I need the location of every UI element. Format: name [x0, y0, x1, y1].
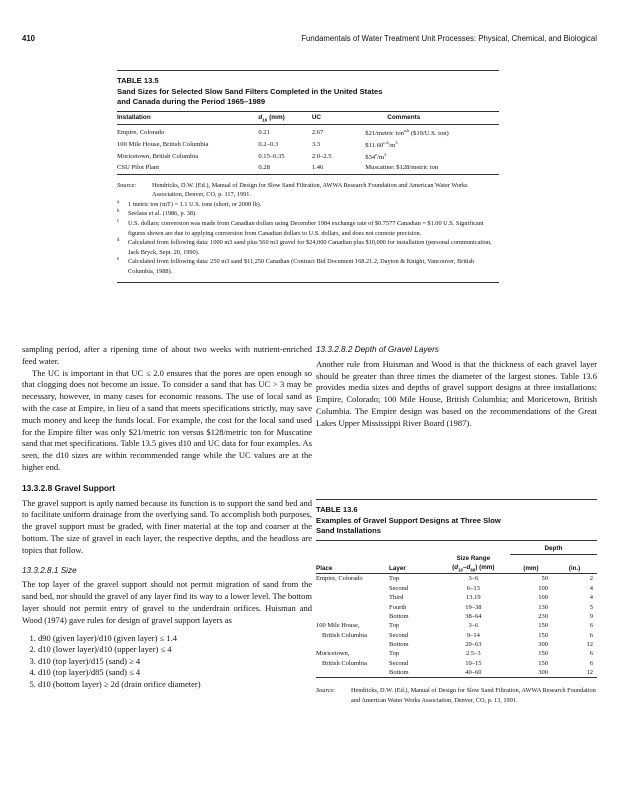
table-header-row	[316, 563, 597, 574]
list-item: 4. d10 (top layer)/d85 (sand) ≤ 4	[38, 667, 312, 679]
cell-depth-mm: 100	[538, 594, 548, 602]
left-column	[22, 344, 312, 691]
col-header-comments: Comments	[387, 114, 421, 122]
cell-place: Empire, Colorado	[316, 575, 363, 583]
cell-uc: 3.3	[311, 140, 321, 148]
table-row	[117, 162, 499, 173]
right-column	[316, 344, 597, 430]
cell-layer: Fourth	[389, 603, 407, 611]
cell-comments: $\$34e/m^3$	[365, 151, 387, 161]
cell-place	[316, 668, 389, 677]
table-row	[316, 659, 597, 668]
cell-size-range: 19–38	[465, 603, 482, 611]
table-13-6-grid	[316, 541, 597, 678]
cell-size-range: 20–63	[465, 641, 482, 649]
cell-comments: $\$11.60^{c,d}/m^3$	[365, 139, 398, 149]
cell-layer: Bottom	[389, 641, 409, 649]
cell-layer: Bottom	[389, 669, 409, 677]
paragraph: The gravel support is aptly named because its function is to support the sand bed and to facilitate uniform drainage from the overlying sand. To accomplish both purposes, the gravel support must be graded, with finer material at the top and coarser at the bottom. The size of gravel in each layer, the respective depths, and the headloss are topics that follow.	[22, 497, 312, 555]
paragraph: Another rule from Huisman and Wood is that the thickness of each gravel layer should be greater than three times the diameter of the largest stones. Table 13.6 provides media sizes and depths of gravel support designs at three installations: Empire, Colorado; 100 Mile House, British Columbia; and Moricetown, British Columbia. The Empire design was based on the recommendations of the Great Lakes Upper Mississippi River Board (1987).	[316, 358, 597, 428]
col-header-layer: Layer	[389, 565, 406, 573]
cell-size-range: 40–60	[465, 669, 482, 677]
cell-depth-mm: 300	[538, 669, 548, 677]
table-title: Sand Sizes for Selected Slow Sand Filters Completed in the United States and Canada during the Period 1965–1989	[117, 86, 383, 106]
cell-depth-mm: 150	[538, 650, 548, 658]
cell-place: British Columbia	[322, 659, 367, 667]
table-row	[316, 612, 597, 621]
cell-depth-mm: 230	[538, 612, 548, 620]
cell-depth-in: 2	[589, 575, 593, 583]
cell-depth-in: 4	[589, 594, 593, 602]
col-header-place: Place	[316, 565, 333, 573]
cell-layer: Third	[389, 594, 404, 602]
cell-size-range: 2.5–3	[466, 650, 481, 658]
table-row	[316, 602, 597, 611]
cell-depth-in: 12	[586, 641, 593, 649]
footnote-b: b Seelaus et al. (1986, p. 38).	[117, 209, 197, 218]
cell-uc: 1.46	[311, 163, 324, 171]
cell-depth-mm: 300	[538, 641, 548, 649]
cell-d10: 0.28	[258, 163, 270, 171]
cell-d10: 0.21	[258, 128, 270, 136]
col-header-depth: Depth	[510, 541, 597, 555]
cell-depth-in: 4	[589, 584, 593, 592]
cell-size-range: 38–64	[465, 612, 482, 620]
cell-depth-in: 5	[589, 603, 593, 611]
table-row	[117, 138, 499, 150]
cell-installation: 100 Mile House, British Columbia	[117, 140, 209, 148]
cell-layer: Top	[389, 650, 400, 658]
table-row	[316, 621, 597, 630]
cell-depth-in: 6	[589, 650, 593, 658]
footnote-a: a 1 metric ton (mT) = 1.1 U.S. tons (short, or 2000 lb).	[117, 199, 262, 208]
paragraph: The top layer of the gravel support should not permit migration of sand from the sand bed, nor should the gravel of any layer find its way to a lower level. The bottom layer should not permit entry of gravel to the underdrain orifices. Huisman and Wood (1974) gave rules for design of gravel support layers as	[22, 579, 312, 625]
cell-size-range: 3–6	[468, 622, 479, 630]
paragraph: The UC is important in that UC ≤ 2.0 ensures that the pores are open enough so that clogging does not become an issue. To consider a sand that has UC > 3 may be necessary, however, in many cases for economic reasons. The use of local sand as with the case at Empire, in lieu of a sand that meets specifications strictly, may save much money and keep the funds local. For example, the cost for the local sand used for the Empire filter was only $21/metric ton versus $128/metric ton for Muscatine sand that met specifications. Table 13.5 gives d10 and UC data for four examples. As seen, the d10 sizes are within recommended range while the UC values are at the higher end.	[22, 367, 312, 472]
table-row	[316, 668, 597, 677]
table-13-5-grid	[117, 112, 499, 174]
table-row	[316, 574, 597, 584]
cell-layer: Top	[389, 575, 400, 583]
cell-depth-in: 6	[589, 659, 593, 667]
cell-depth-mm: 150	[538, 622, 548, 630]
table-row	[316, 593, 597, 602]
cell-d10: 0.2–0.3	[258, 140, 279, 148]
table-row	[117, 124, 499, 138]
cell-depth-mm: 130	[538, 603, 548, 611]
cell-d10: 0.15–0.35	[258, 152, 285, 160]
table-source: Source: Hendricks, D.W. (Ed.), Manual of Design for Slow Sand Filtration, AWWA Research Foundation and American Water Works Association, Denver, CO, p. 13, 1991.	[316, 687, 596, 704]
cell-depth-mm: 100	[538, 584, 548, 592]
cell-uc: 2.67	[311, 128, 324, 136]
table-13-5	[117, 70, 499, 283]
cell-installation: Moricetown, British Columbia	[117, 152, 199, 160]
list-item: 2. d10 (lower layer)/d10 (upper layer) ≤ 4	[38, 644, 312, 656]
col-header-uc: UC	[311, 114, 322, 122]
section-heading: 13.3.2.8 Gravel Support	[22, 482, 116, 493]
table-header-row	[117, 112, 499, 125]
cell-layer: Second	[389, 659, 409, 667]
book-title: Fundamentals of Water Treatment Unit Processes: Physical, Chemical, and Biological	[301, 34, 597, 43]
cell-place	[316, 584, 389, 593]
cell-layer: Second	[389, 584, 409, 592]
cell-layer: Second	[389, 631, 409, 639]
table-row	[316, 584, 597, 593]
cell-place	[316, 612, 389, 621]
cell-depth-mm: 150	[538, 631, 548, 639]
table-row	[117, 150, 499, 162]
table-label: TABLE 13.5	[117, 76, 159, 85]
cell-layer: Top	[389, 622, 400, 630]
cell-depth-in: 6	[589, 622, 593, 630]
col-header-d10: $d_{10}$ (mm)	[258, 113, 285, 122]
subsection-heading: 13.3.2.8.2 Depth of Gravel Layers	[316, 345, 439, 354]
cell-layer: Bottom	[389, 612, 409, 620]
footnote-c: c U.S. dollars; conversion was made from Canadian dollars using December 1984 exchange rate of $0.7577 Canadian = $1.00 U.S. Significant figures shown are due to applying conversion from Canadian dollars to U.S. dollars, and does not connote precision.	[117, 219, 484, 237]
cell-depth-mm: 150	[538, 659, 548, 667]
footnote-e: e Calculated from following data: 250 m3 sand $11,250 Canadian (Contract Bid Document 168.21.2, Dayton & Knight, Vancouver, British Columbia, 1988).	[117, 257, 475, 276]
paragraph: sampling period, after a ripening time of about two weeks with nutrient-enriched feed water.	[22, 344, 312, 366]
table-row	[316, 649, 597, 658]
table-source: Source: Hendricks, D.W. (Ed.), Manual of Design for Slow Sand Filtration, AWWA Research Foundation and American Water Works Association, Denver, CO, p. 117, 1991.	[117, 181, 468, 199]
table-label: TABLE 13.6	[316, 505, 358, 514]
cell-depth-in: 12	[586, 669, 593, 677]
page-number: 410	[22, 34, 36, 43]
subsection-heading: 13.3.2.8.1 Size	[22, 565, 77, 575]
list-item: 3. d10 (top layer)/d15 (sand) ≥ 4	[38, 656, 312, 668]
footnote-d: d Calculated from following data: 1000 m3 sand plus 560 m3 gravel for $24,000 Canadian plus $10,000 for installation (personal communication, Jack Bryck, Sept. 20, 1990).	[117, 238, 492, 256]
table-row	[316, 631, 597, 640]
cell-uc: 2.0–2.5	[311, 152, 332, 160]
cell-size-range: 10–15	[465, 659, 482, 667]
cell-size-range: 6–13	[466, 584, 480, 592]
col-header-installation: Installation	[117, 114, 151, 122]
col-header-depth-mm: (mm)	[523, 565, 539, 573]
list-item: 5. d10 (bottom layer) ≥ 2d (drain orifice diameter)	[38, 679, 312, 691]
cell-installation: Empire, Colorado	[117, 128, 165, 136]
list-item: 1. d90 (given layer)/d10 (given layer) ≤ 1.4	[38, 633, 312, 645]
cell-depth-mm: 50	[541, 575, 548, 583]
cell-size-range: 13.19	[466, 594, 481, 602]
cell-size-range: 9–14	[466, 631, 480, 639]
design-rules-list	[22, 633, 312, 691]
col-header-depth-in: (in.)	[568, 565, 581, 573]
cell-comments: $21/metric ton$^{a,b}$ ($19/U.S. ton)	[365, 127, 449, 137]
cell-place: Moricetown,	[316, 650, 350, 658]
table-13-6	[316, 499, 597, 706]
cell-place: British Columbia	[322, 631, 367, 639]
table-title: Examples of Gravel Support Designs at Three Slow Sand Installations	[316, 515, 501, 535]
col-header-size-units: $(d_{10}-d_{60})$ (mm)	[452, 564, 495, 573]
cell-place	[316, 602, 389, 611]
cell-depth-in: 6	[589, 631, 593, 639]
cell-installation: CSU Pilot Plant	[117, 163, 160, 171]
cell-comments: Muscatine: $128/metric ton	[365, 163, 439, 171]
table-13-6-body	[316, 574, 597, 678]
table-row	[316, 640, 597, 649]
col-header-size-range: Size Range	[456, 555, 491, 562]
cell-place	[316, 593, 389, 602]
cell-place	[316, 640, 389, 649]
cell-depth-in: 9	[589, 612, 593, 620]
cell-size-range: 3–6	[468, 575, 479, 583]
cell-place: 100 Mile House,	[316, 622, 360, 630]
